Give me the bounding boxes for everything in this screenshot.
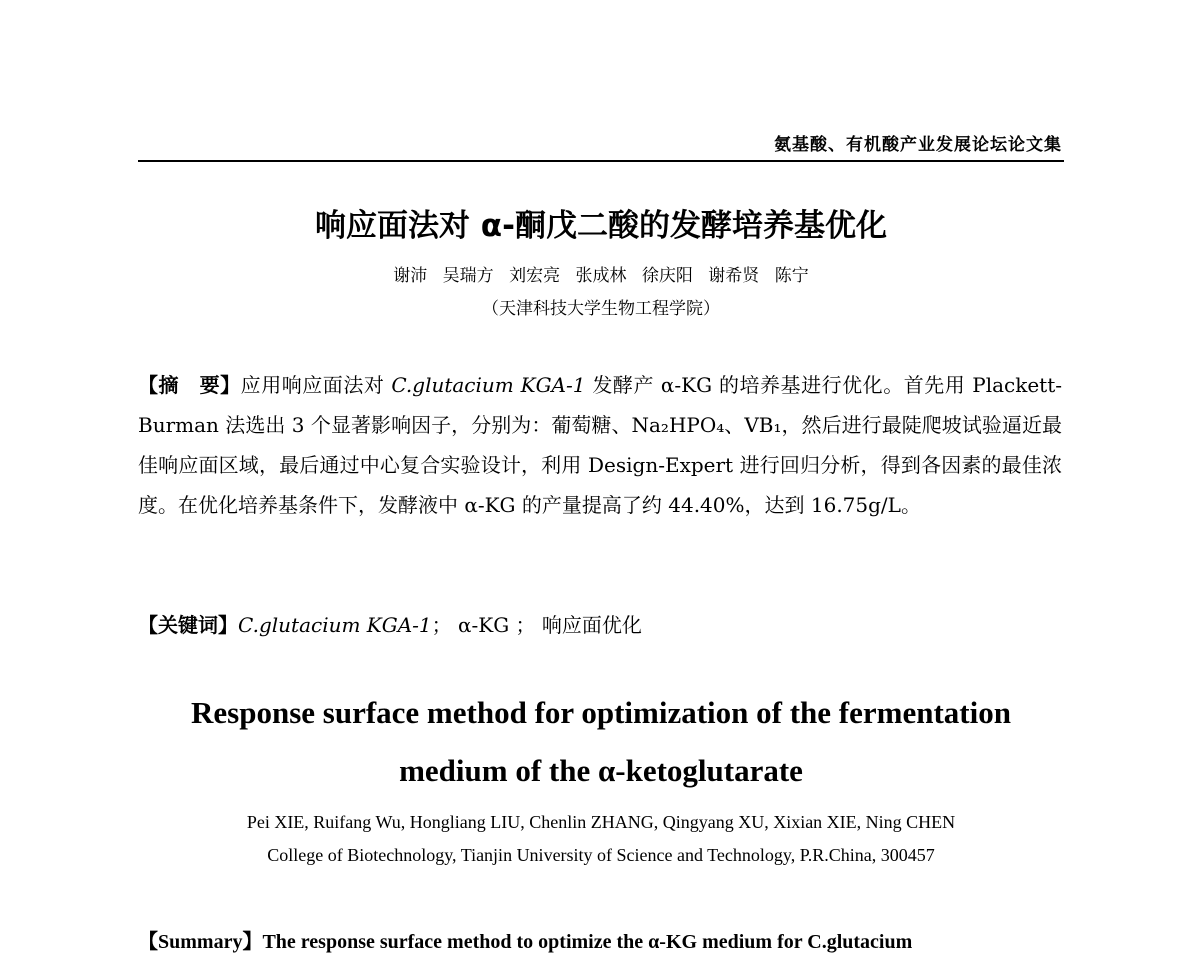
english-authors: Pei XIE, Ruifang Wu, Hongliang LIU, Chenlin ZHANG, Qingyang XU, Xixian XIE, Ning CHEN — [246, 812, 956, 832]
chinese-title: 响应面法对 α-酮戊二酸的发酵培养基优化 — [315, 208, 887, 244]
abstract-text-1: 应用响应面法对 — [240, 373, 392, 397]
english-title: Response surface method for optimization of the fermentation medium of the α-ketoglutarate — [191, 695, 1011, 788]
chinese-abstract — [138, 365, 1062, 525]
keywords-label: 【关键词】 — [138, 613, 238, 637]
english-summary-cut-off: 【Summary】The response surface method to optimize the α-KG medium for C.glutacium — [138, 931, 913, 953]
running-header: 氨基酸、有机酸产业发展论坛论文集 — [774, 135, 1062, 155]
header-rule — [138, 160, 1064, 162]
keywords-strain: C.glutacium KGA-1 — [238, 613, 432, 637]
chinese-authors: 谢沛 吴瑞方 刘宏亮 张成林 徐庆阳 谢希贤 陈宁 — [393, 266, 809, 286]
abstract-label: 【摘 要】 — [138, 373, 241, 397]
chinese-affiliation: （天津科技大学生物工程学院） — [482, 299, 720, 319]
english-affiliation: College of Biotechnology, Tianjin University of Science and Technology, P.R.China, 300457 — [267, 845, 935, 865]
chinese-keywords — [138, 605, 1062, 645]
abstract-strain: C.glutacium KGA-1 — [391, 373, 586, 397]
keywords-rest: ； α-KG ； 响应面优化 — [431, 613, 642, 637]
abstract-text-2: 发酵产 α-KG 的培养基进行优化。首先用 Plackett-Burman 法选出 3 个显著影响因子，分别为：葡萄糖、Na₂HPO₄、VB₁，然后进行最陡爬坡试验逼近最佳响应面区域，最后通过中心复合实验设计，利用 Design-Expert 进行回归分析，得到各因素的最佳浓度。在优化培养基条件下，发酵液中 α-KG 的产量提高了约 44.40%，达到 16.75g/L。 — [138, 373, 1062, 517]
